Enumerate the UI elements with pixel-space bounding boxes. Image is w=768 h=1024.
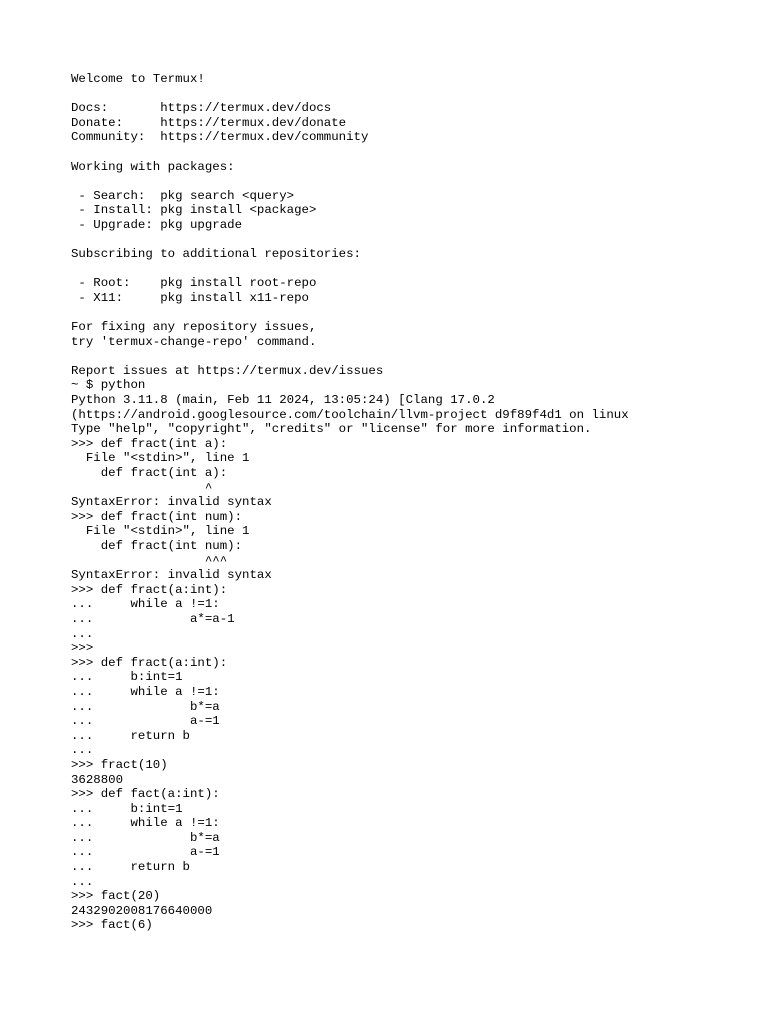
- terminal-line: For fixing any repository issues,: [71, 320, 317, 335]
- terminal-line: ... a*=a-1: [71, 611, 235, 626]
- terminal-line: - Install: pkg install <package>: [71, 203, 317, 218]
- terminal-line: Report issues at https://termux.dev/issues: [71, 363, 384, 378]
- terminal-line: - Root: pkg install root-repo: [71, 276, 317, 291]
- terminal-line: ... b:int=1: [71, 670, 183, 685]
- terminal-line: 3628800: [71, 772, 124, 787]
- terminal-line: ... a-=1: [71, 714, 220, 729]
- terminal-line: File "<stdin>", line 1: [71, 451, 250, 466]
- terminal-line: try 'termux-change-repo' command.: [71, 334, 317, 349]
- terminal-line: - Search: pkg search <query>: [71, 188, 295, 203]
- terminal-line: Subscribing to additional repositories:: [71, 247, 361, 262]
- terminal-line: ... b*=a: [71, 699, 220, 714]
- terminal-line: Python 3.11.8 (main, Feb 11 2024, 13:05:24) [Clang 17.0.2: [71, 393, 495, 408]
- terminal-line: ... b*=a: [71, 830, 220, 845]
- terminal-line: >>> def fract(int num):: [71, 509, 243, 524]
- terminal-line: File "<stdin>", line 1: [71, 524, 250, 539]
- terminal-line: def fract(int num):: [71, 539, 243, 553]
- terminal-line: SyntaxError: invalid syntax: [71, 568, 272, 583]
- terminal-line: Community: https://termux.dev/community: [71, 130, 369, 145]
- terminal-line: Docs: https://termux.dev/docs: [71, 101, 332, 116]
- terminal-line: [71, 233, 751, 248]
- terminal-line: ^: [71, 480, 213, 495]
- terminal-line: - X11: pkg install x11-repo: [71, 290, 309, 305]
- terminal-line: SyntaxError: invalid syntax: [71, 495, 272, 510]
- terminal-line: [71, 87, 751, 102]
- terminal-line: Type "help", "copyright", "credits" or "license" for more information.: [71, 422, 592, 437]
- terminal-line: ...: [71, 743, 94, 758]
- terminal-line: Welcome to Termux!: [71, 72, 205, 86]
- terminal-line: (https://android.googlesource.com/toolchain/llvm-project d9f89f4d1 on linux: [71, 407, 629, 422]
- terminal-line: >>> def fract(a:int):: [71, 655, 228, 670]
- terminal-line: [71, 174, 751, 189]
- terminal-line: ... return b: [71, 728, 190, 743]
- terminal-line: ...: [71, 874, 94, 889]
- terminal-line: Working with packages:: [71, 159, 235, 174]
- terminal-line[interactable]: >>> fact(6): [71, 918, 153, 933]
- terminal-line: - Upgrade: pkg upgrade: [71, 217, 243, 232]
- terminal-line: ... a-=1: [71, 845, 220, 860]
- terminal-line: [71, 262, 751, 277]
- terminal-output[interactable]: [71, 72, 751, 933]
- terminal-line: ... while a !=1:: [71, 816, 220, 831]
- terminal-line: ~ $ python: [71, 378, 146, 393]
- terminal-line: ...: [71, 626, 94, 641]
- terminal-line: [71, 306, 751, 321]
- terminal-line: >>> def fact(a:int):: [71, 787, 220, 802]
- terminal-line: def fract(int a):: [71, 466, 228, 481]
- terminal-line: 2432902008176640000: [71, 903, 213, 918]
- terminal-line: ... while a !=1:: [71, 684, 220, 699]
- terminal-line: [71, 349, 751, 364]
- terminal-line: >>> def fract(a:int):: [71, 582, 228, 597]
- terminal-line: >>> def fract(int a):: [71, 436, 228, 451]
- terminal-line: Donate: https://termux.dev/donate: [71, 115, 347, 130]
- terminal-line: ... b:int=1: [71, 801, 183, 816]
- terminal-line: ... return b: [71, 860, 190, 875]
- terminal-line: >>> fract(10): [71, 757, 168, 772]
- terminal-line: >>>: [71, 641, 94, 656]
- terminal-line: ... while a !=1:: [71, 597, 220, 612]
- terminal-line: [71, 145, 751, 160]
- terminal-line: ^^^: [71, 553, 228, 568]
- terminal-line: >>> fact(20): [71, 889, 161, 904]
